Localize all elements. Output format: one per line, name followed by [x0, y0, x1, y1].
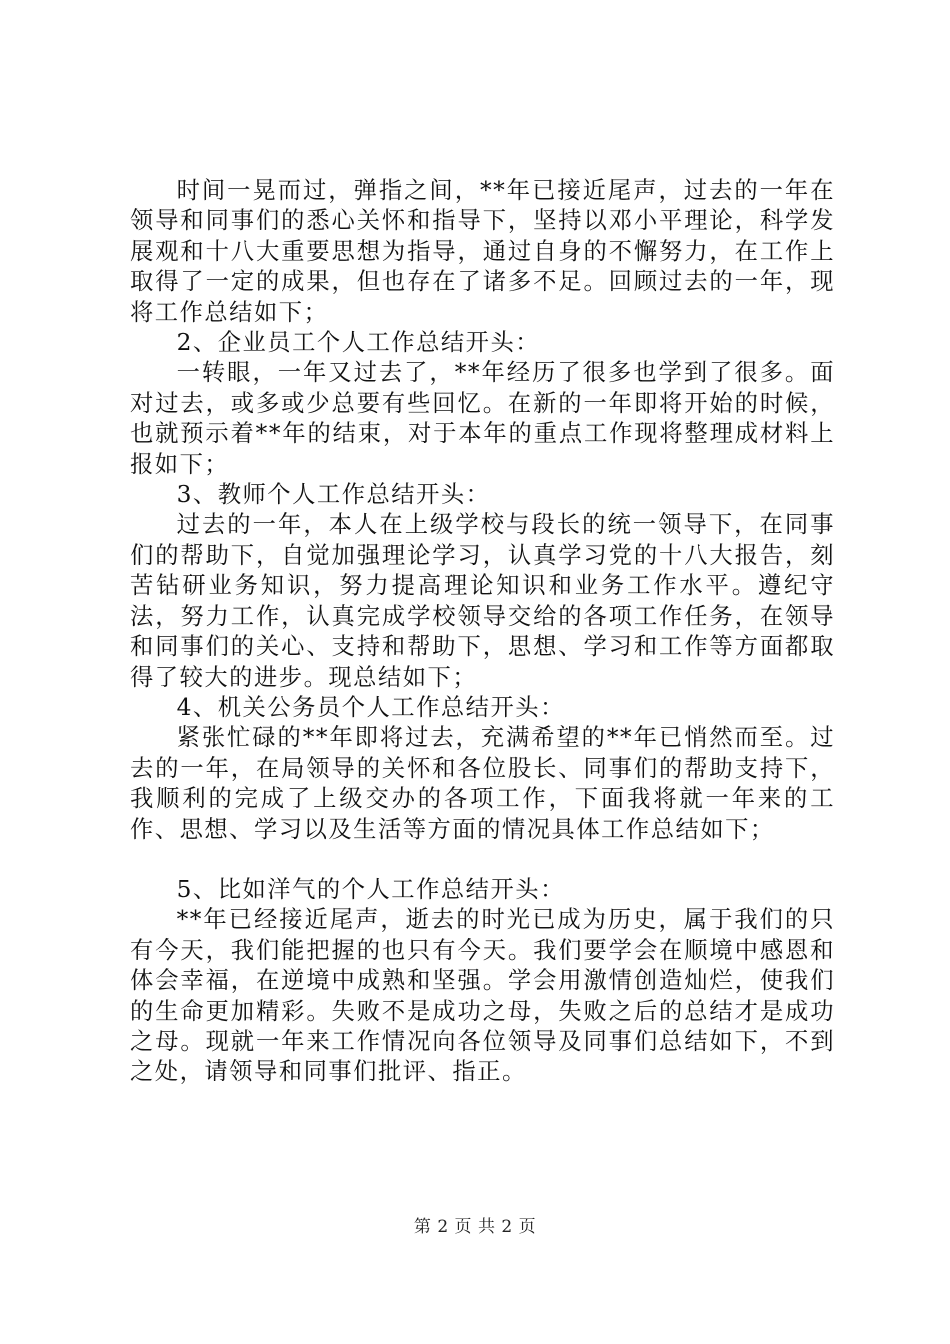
teacher-paragraph: 过去的一年，本人在上级学校与段长的统一领导下，在同事们的帮助下，自觉加强理论学习，认真学习党的十八大报告，刻苦钻研业务知识，努力提高理论知识和业务工作水平。遵纪守法，努力工作，认真完成学校领导交给的各项工作任务，在领导和同事们的关心、支持和帮助下，思想、学习和工作等方面都取得了较大的进步。现总结如下； — [130, 511, 835, 691]
page-footer: 第 2 页 共 2 页 — [413, 1217, 537, 1237]
paragraph-spacer — [130, 845, 835, 875]
document-body — [130, 176, 835, 1088]
section-heading-civil-servant: 4、机关公务员个人工作总结开头： — [176, 693, 565, 721]
civil-servant-paragraph: 紧张忙碌的**年即将过去，充满希望的**年已悄然而至。过去的一年，在局领导的关怀和各位股长、同事们的帮助支持下，我顺利的完成了上级交办的各项工作，下面我将就一年来的工作、思想、学习以及生活等方面的情况具体工作总结如下； — [130, 724, 835, 843]
stylish-paragraph: **年已经接近尾声，逝去的时光已成为历史，属于我们的只有今天，我们能把握的也只有今天。我们要学会在顺境中感恩和体会幸福，在逆境中成熟和坚强。学会用激情创造灿烂，使我们的生命更加精彩。失败不是成功之母，失败之后的总结才是成功之母。现就一年来工作情况向各位领导及同事们总结如下，不到之处，请领导和同事们批评、指正。 — [130, 906, 835, 1086]
section-heading-employee: 2、企业员工个人工作总结开头： — [176, 329, 541, 357]
section-heading-stylish: 5、比如洋气的个人工作总结开头： — [176, 875, 565, 903]
section-heading-teacher: 3、教师个人工作总结开头： — [176, 481, 491, 509]
employee-paragraph: 一转眼，一年又过去了，**年经历了很多也学到了很多。面对过去，或多或少总要有些回忆。在新的一年即将开始的时候，也就预示着**年的结束，对于本年的重点工作现将整理成材料上报如下； — [130, 359, 835, 478]
intro-paragraph: 时间一晃而过，弹指之间，**年已接近尾声，过去的一年在领导和同事们的悉心关怀和指导下，坚持以邓小平理论，科学发展观和十八大重要思想为指导，通过自身的不懈努力，在工作上取得了一定的成果，但也存在了诸多不足。回顾过去的一年，现将工作总结如下； — [130, 177, 835, 326]
